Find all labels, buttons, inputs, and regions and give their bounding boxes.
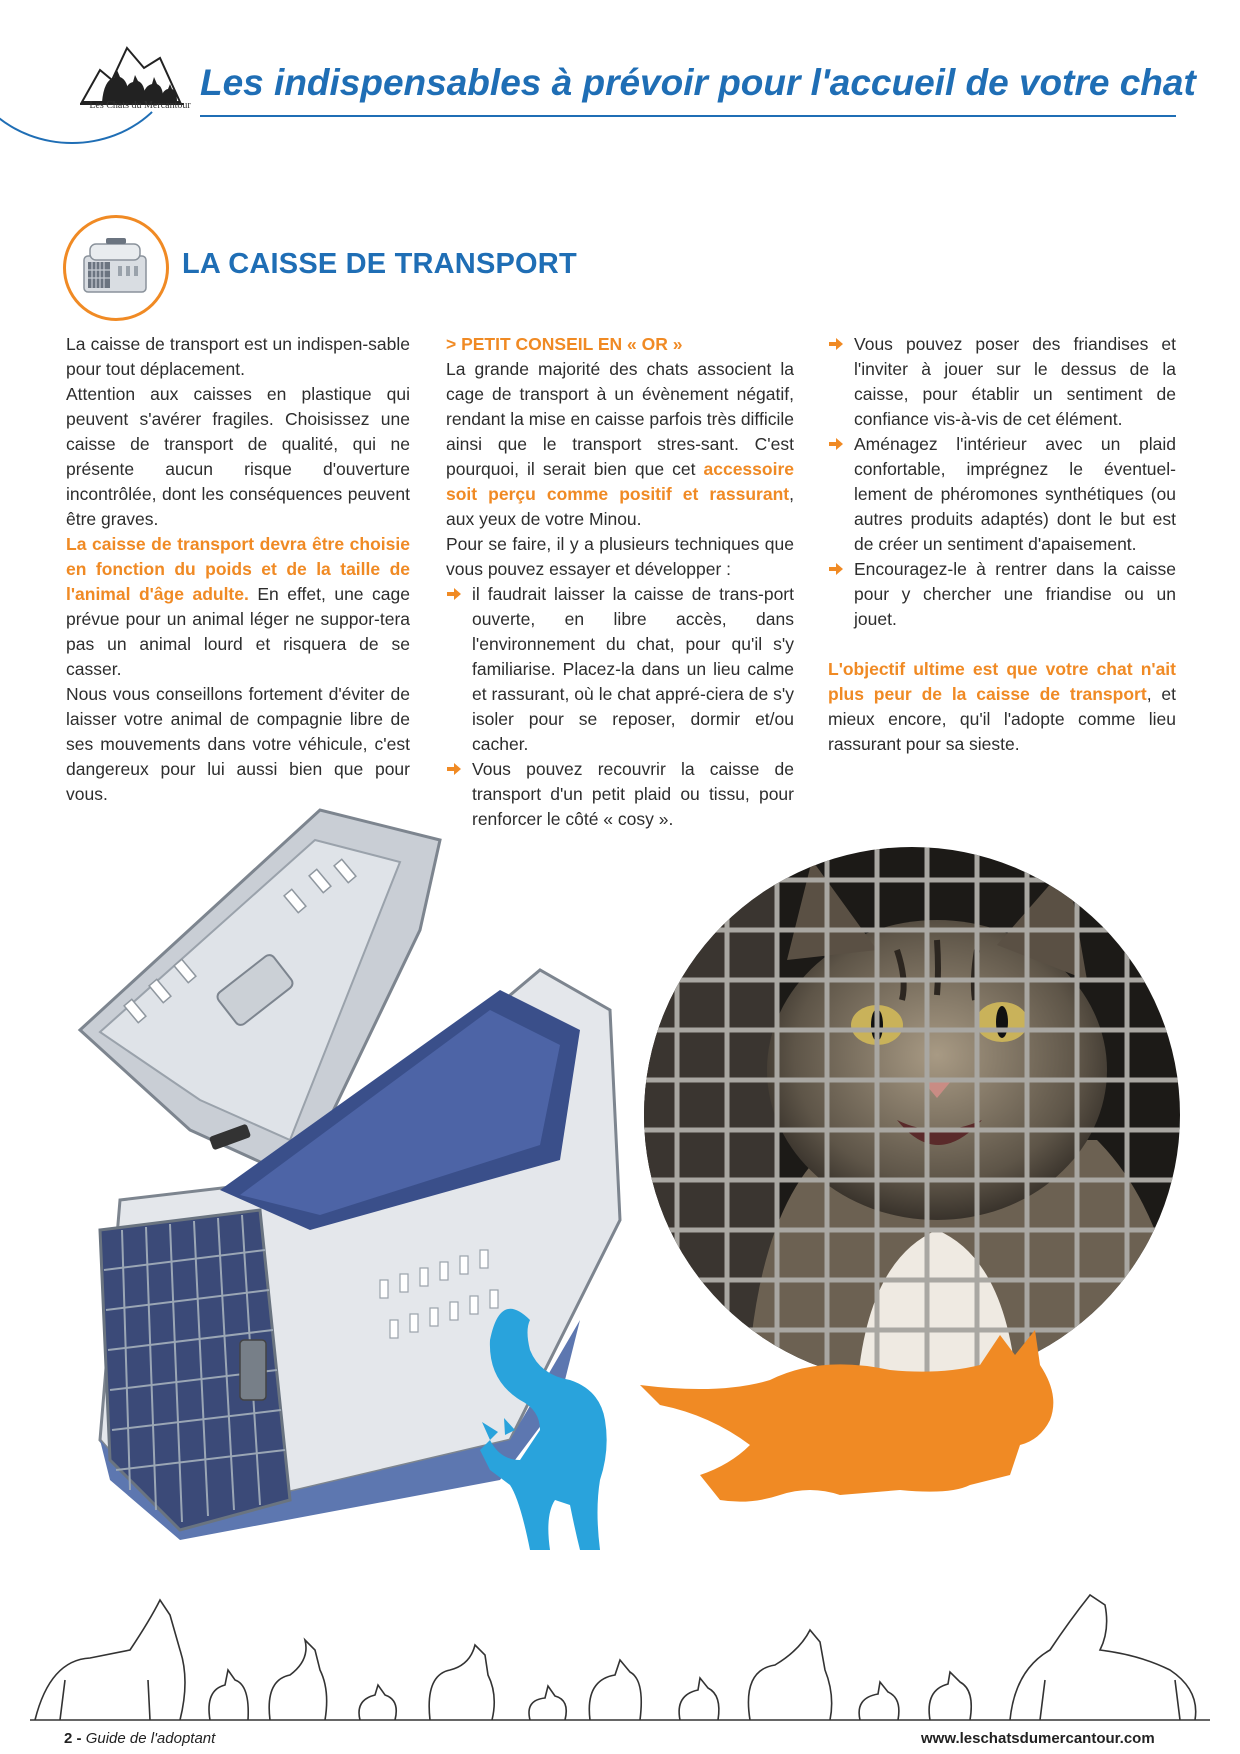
cat-carrier-icon	[70, 222, 162, 314]
text-column-1	[66, 332, 410, 807]
arrow-right-icon	[446, 762, 462, 776]
subheading: > PETIT CONSEIL EN « OR »	[446, 334, 683, 354]
bullet-text: il faudrait laisser la caisse de trans-port ouverte, en libre accès, dans l'environnement du chat, pour qu'il s'y familiarise. Placez-la dans un lieu calme et rassurant, où le chat appré-ciera de s'y isoler pour se reposer, dormir et/ou cacher.	[472, 584, 794, 754]
caged-cat-photo	[637, 840, 1187, 1390]
header-divider	[200, 115, 1176, 117]
bullet-item	[446, 582, 794, 757]
footer-page-info	[64, 1730, 215, 1747]
bullet-text: Vous pouvez poser des friandises et l'inviter à jouer sur le dessus de la caisse, pour établir un sentiment de confiance vis-à-vis de cet élément.	[854, 334, 1176, 429]
paragraph	[446, 357, 794, 532]
paragraph: Attention aux caisses en plastique qui peuvent s'avérer fragiles. Choisissez une caisse de transport de qualité, qui ne présente aucun risque d'ouverture incontrôlée, dont les conséquences peuvent être graves.	[66, 384, 410, 529]
bullet-item	[828, 432, 1176, 557]
paragraph	[828, 657, 1176, 757]
blue-cat-silhouette-icon	[460, 1300, 660, 1560]
bullet-text: Encouragez-le à rentrer dans la caisse pour y chercher une friandise ou un jouet.	[854, 559, 1176, 629]
page-title: Les indispensables à prévoir pour l'accueil de votre chat	[200, 62, 1196, 103]
arrow-right-icon	[828, 562, 844, 576]
arrow-right-icon	[446, 587, 462, 601]
bullet-item	[828, 332, 1176, 432]
paragraph-text: , et mieux encore, qu'il l'adopte comme lieu rassurant pour sa sieste.	[828, 684, 1176, 754]
arrow-right-icon	[828, 437, 844, 451]
text-column-3	[828, 332, 1176, 757]
paragraph-text: La grande majorité des chats associent la cage de transport à un évènement négatif, rendant la mise en caisse parfois très difficile ainsi que le transport stres-sant. C'est pourquoi, il serait bien que cet	[446, 359, 794, 479]
highlight-text: L'objectif ultime est que votre chat n'ait plus peur de la caisse de transport	[828, 659, 1176, 704]
bullet-text: Aménagez l'intérieur avec un plaid confortable, imprégnez le éventuel-lement de phéromones synthétiques (ou autres produits adaptés) dont le but est de créer un sentiment d'apaisement.	[854, 434, 1176, 554]
highlight-text: La caisse de transport devra être choisie en fonction du poids et de la taille de l'animal d'âge adulte.	[66, 534, 410, 604]
paragraph-text: En effet, une cage prévue pour un animal léger ne suppor-tera pas un animal lourd et risquera de se casser.	[66, 584, 410, 679]
guide-label: Guide de l'adoptant	[85, 1730, 216, 1747]
animal-outlines-border	[30, 1580, 1210, 1730]
highlight-text: accessoire soit perçu comme positif et rassurant	[446, 459, 794, 504]
section-title: LA CAISSE DE TRANSPORT	[182, 248, 577, 280]
paragraph-text: , aux yeux de votre Minou.	[446, 484, 794, 529]
paragraph	[66, 532, 410, 682]
page-number: 2 -	[64, 1730, 82, 1747]
bullet-item	[828, 557, 1176, 632]
paragraph: La caisse de transport est un indispen-sable pour tout déplacement.	[66, 334, 410, 379]
paragraph: Pour se faire, il y a plusieurs techniques que vous pouvez essayer et développer :	[446, 534, 794, 579]
bullet-text: Vous pouvez recouvrir la caisse de transport d'un petit plaid ou tissu, pour renforcer le côté « cosy ».	[472, 759, 794, 829]
paragraph: Nous vous conseillons fortement d'éviter de laisser votre animal de compagnie libre de ses mouvements dans votre véhicule, c'est dangereux pour lui aussi bien que pour vous.	[66, 684, 410, 804]
text-column-2	[446, 332, 794, 832]
arrow-right-icon	[828, 337, 844, 351]
website-link[interactable]: www.leschatsdumercantour.com	[921, 1730, 1155, 1747]
logo-caption: Les Chats du Mercantour	[89, 100, 191, 111]
orange-cat-silhouette-icon	[640, 1325, 1070, 1510]
